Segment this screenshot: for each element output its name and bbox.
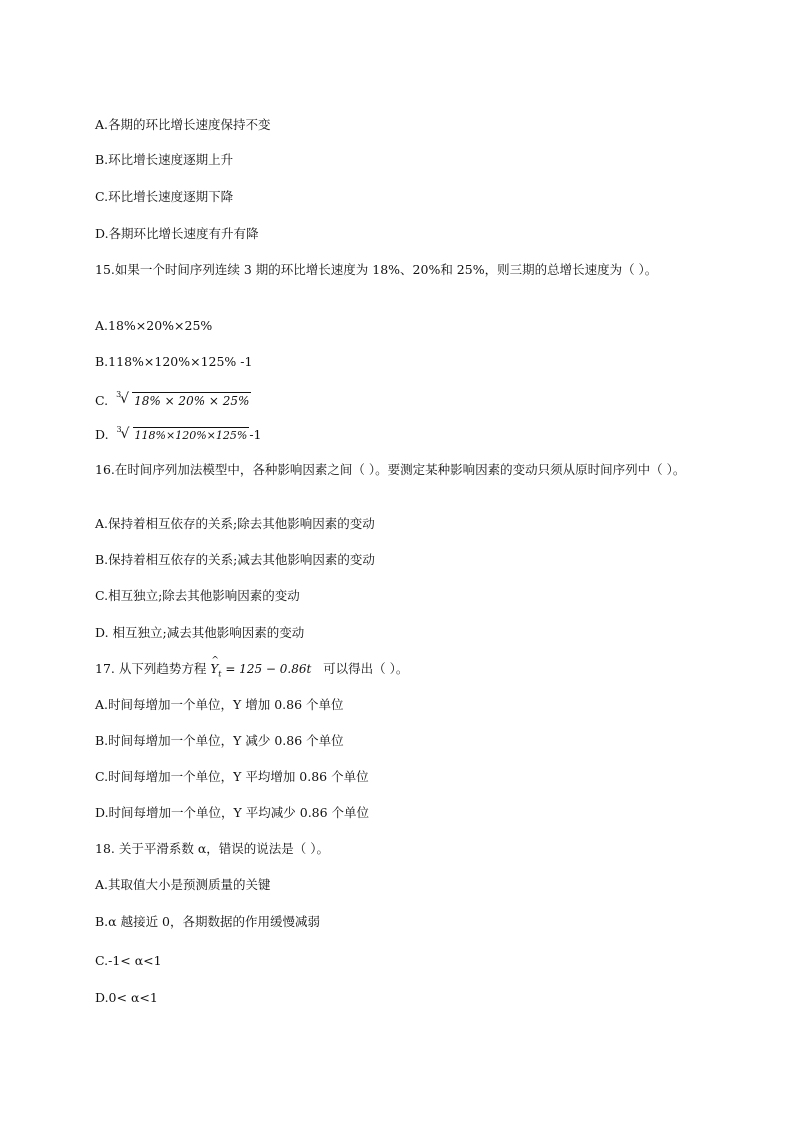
- root-index: 3: [116, 425, 122, 434]
- cube-root-expression: [116, 392, 251, 409]
- q15-stem: 15.如果一个时间序列连续 3 期的环比增长速度为 18%、20%和 25%，则三期的总增长速度为（ ）。: [95, 262, 658, 277]
- root-index: 3: [116, 390, 122, 399]
- q15-option-b: B.118%×120%×125% -1: [95, 354, 253, 369]
- q17-option-d: D.时间每增加一个单位，Y 平均减少 0.86 个单位: [95, 805, 370, 820]
- radical-sign-icon: √: [120, 426, 130, 442]
- q14-option-d: D.各期环比增长速度有升有降: [95, 226, 259, 241]
- q16-option-d: D. 相互独立;减去其他影响因素的变动: [95, 625, 305, 640]
- cube-root-expression: [117, 427, 250, 444]
- q16-option-b: B.保持着相互依存的关系;减去其他影响因素的变动: [95, 552, 375, 567]
- q18-stem: 18. 关于平滑系数 α，错误的说法是（ ）。: [95, 841, 329, 856]
- equation-rhs: = 125 − 0.86t: [225, 662, 312, 676]
- equation-lhs: ^ Y: [210, 661, 218, 677]
- q18-option-b: B.α 越接近 0，各期数据的作用缓慢减弱: [95, 914, 321, 929]
- q15-option-d: [95, 427, 262, 444]
- q17-option-a: A.时间每增加一个单位，Y 增加 0.86 个单位: [95, 697, 344, 712]
- q15-option-c: [95, 392, 251, 409]
- q15-option-a: A.18%×20%×25%: [95, 318, 213, 333]
- q17-stem-after: 可以得出（ ）。: [323, 661, 409, 676]
- q16-option-c: C.相互独立;除去其他影响因素的变动: [95, 588, 300, 603]
- q16-option-a: A.保持着相互依存的关系;除去其他影响因素的变动: [95, 516, 375, 531]
- q16-stem: 16.在时间序列加法模型中，各种影响因素之间（ ）。要测定某种影响因素的变动只须从原时间序列中（ ）。: [95, 462, 686, 477]
- q17-stem: [95, 661, 408, 682]
- radical-sign-icon: √: [120, 391, 129, 407]
- q14-option-b: B.环比增长速度逐期上升: [95, 152, 234, 167]
- radicand: 118%×120%×125%: [134, 429, 248, 442]
- q17-option-b: B.时间每增加一个单位，Y 减少 0.86 个单位: [95, 733, 344, 748]
- trend-equation: [210, 662, 315, 679]
- q17-option-c: C.时间每增加一个单位，Y 平均增加 0.86 个单位: [95, 769, 369, 784]
- q14-option-a: A.各期的环比增长速度保持不变: [95, 117, 271, 132]
- q18-option-d: D.0< α<1: [95, 990, 158, 1005]
- q15-option-c-label: C.: [95, 393, 109, 408]
- radicand: 18% × 20% × 25%: [134, 394, 250, 408]
- q15-option-d-suffix: -1: [249, 427, 262, 442]
- q17-stem-before: 17. 从下列趋势方程: [95, 661, 207, 676]
- q14-option-c: C.环比增长速度逐期下降: [95, 189, 234, 204]
- q18-option-c: C.-1< α<1: [95, 953, 162, 968]
- equation-subscript: t: [218, 669, 222, 679]
- q15-option-d-label: D.: [95, 427, 109, 442]
- q18-option-a: A.其取值大小是预测质量的关键: [95, 877, 271, 892]
